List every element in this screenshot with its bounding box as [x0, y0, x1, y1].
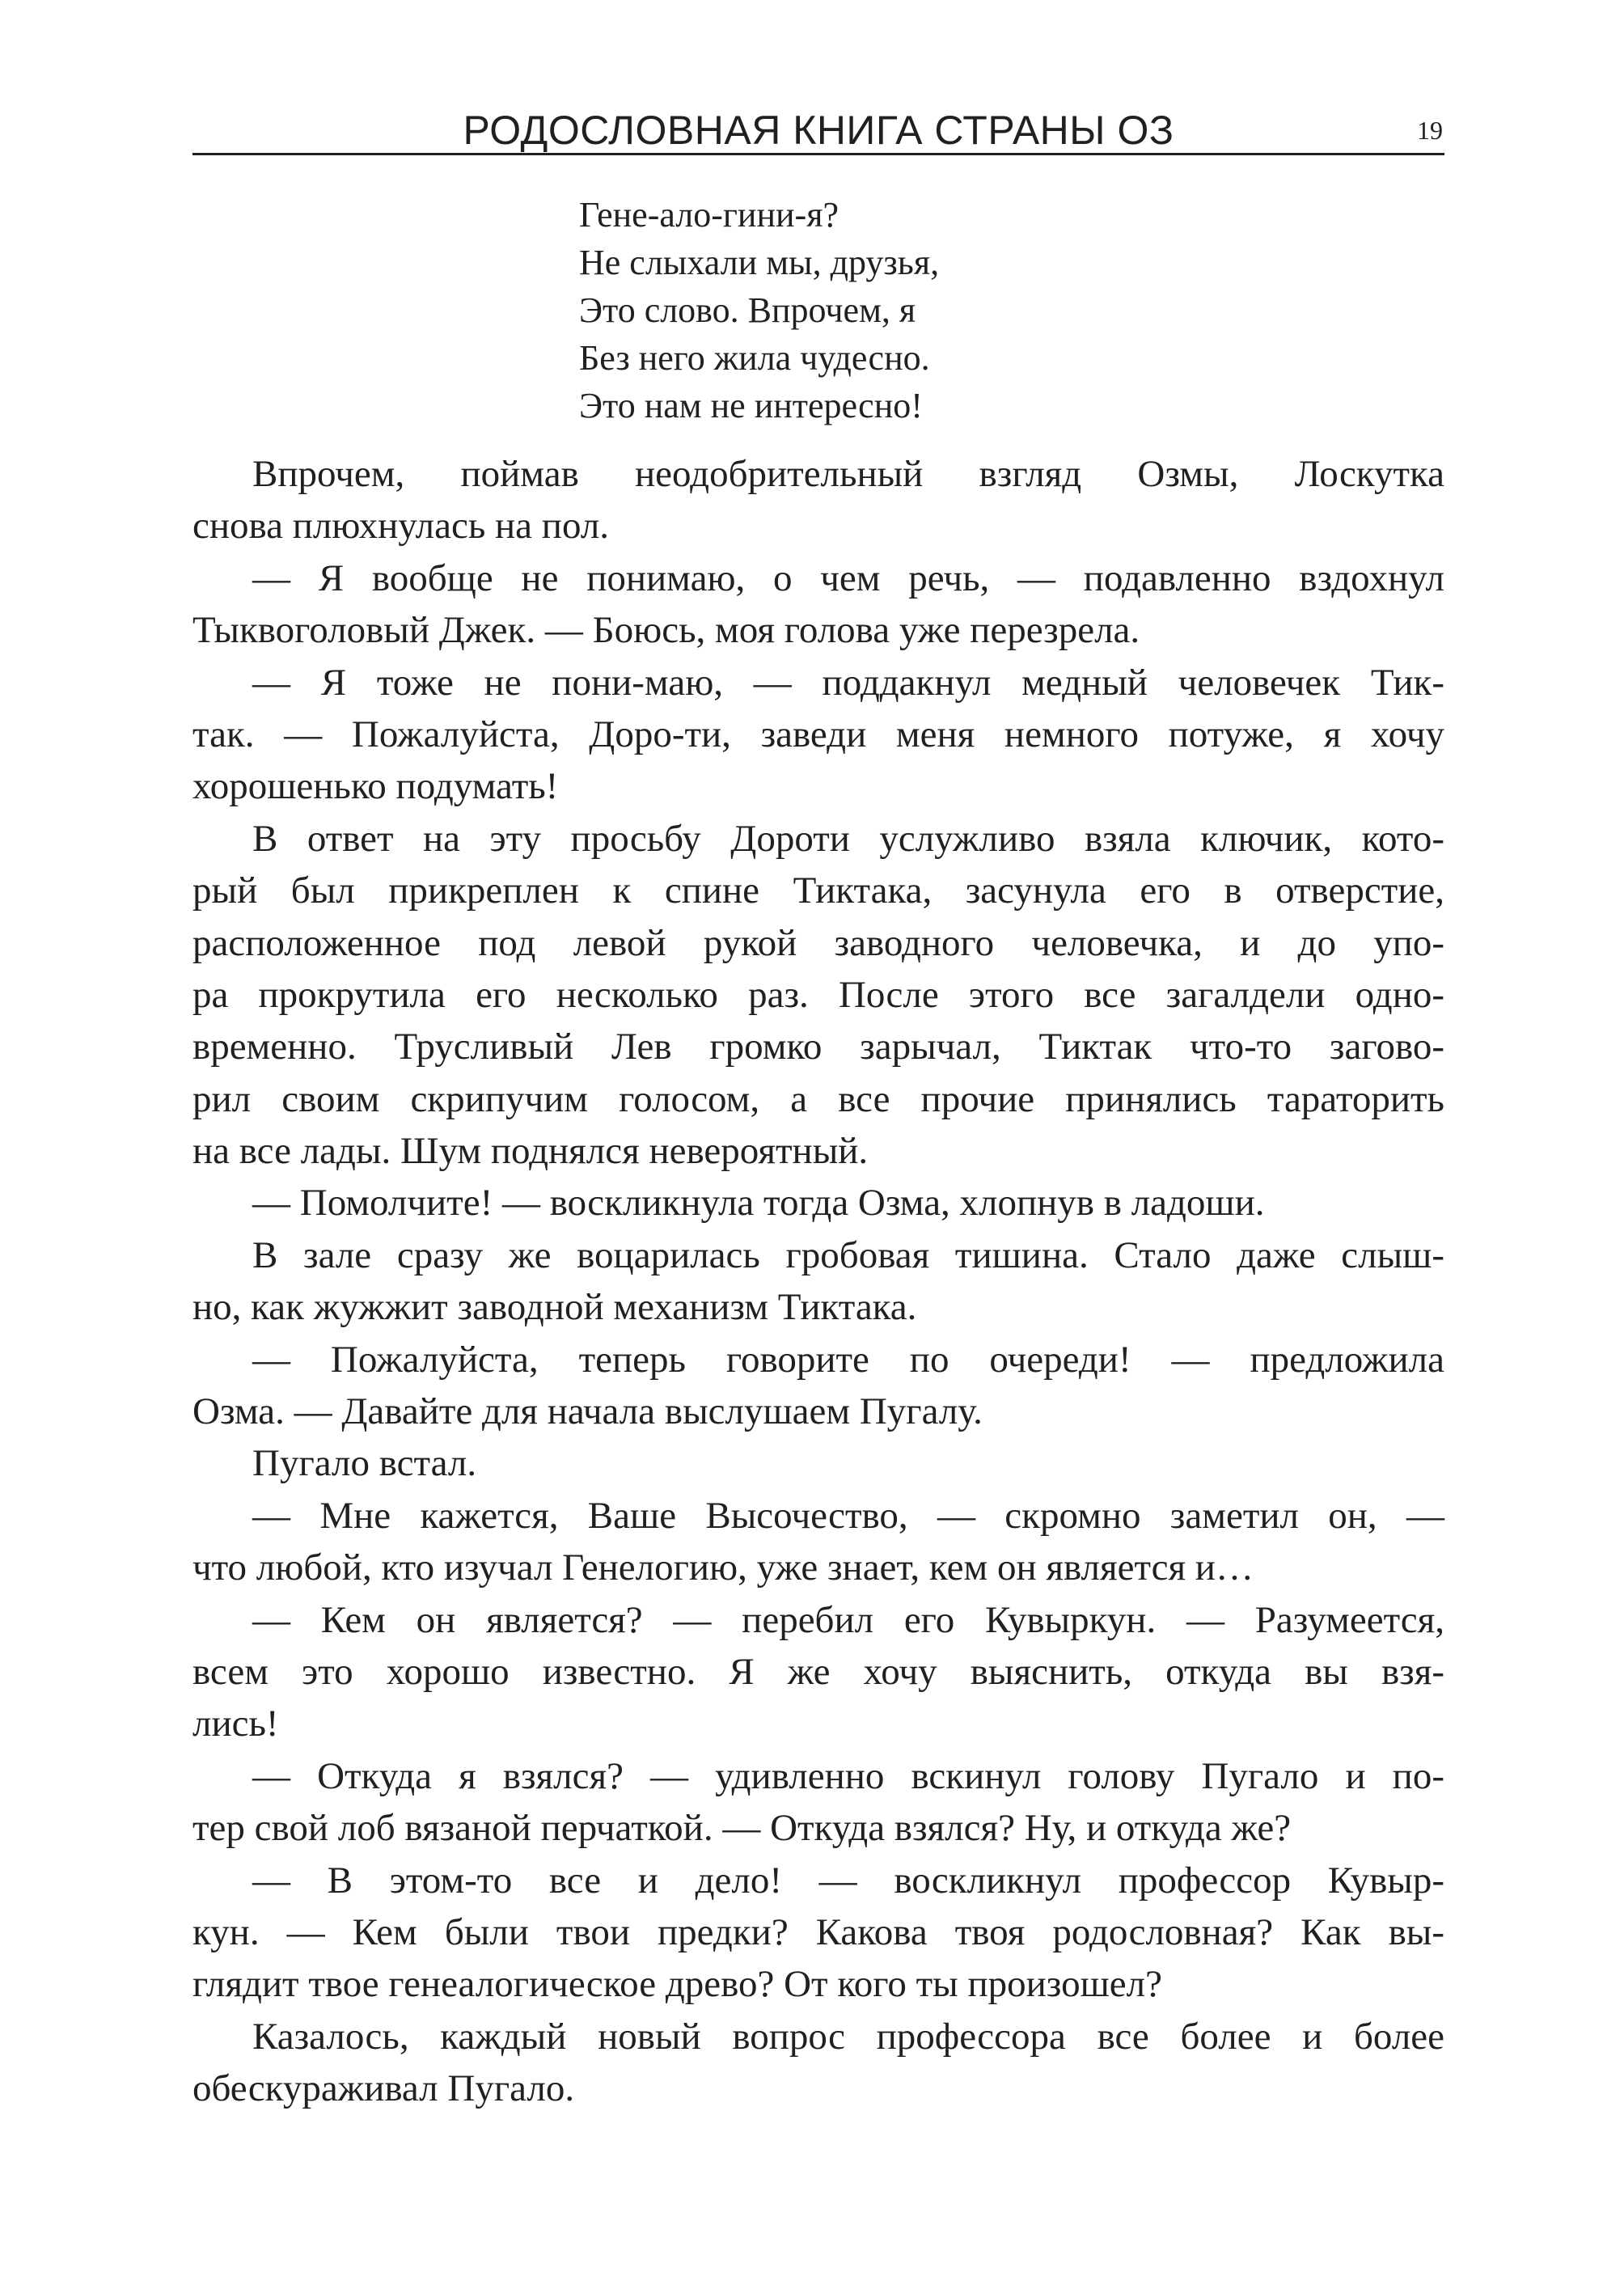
text-line: хорошенько подумать! [192, 765, 559, 808]
text-line: временно. Трусливый Лев громко зарычал, Тиктак что-то загово- [192, 1026, 1444, 1068]
text-line: ра прокрутила его несколько раз. После этого все загалдели одно- [192, 973, 1444, 1016]
text-line: всем это хорошо известно. Я же хочу выяснить, откуда вы взя- [192, 1650, 1444, 1693]
text-line: но, как жужжит заводной механизм Тиктака. [192, 1286, 917, 1329]
poem-line: Гене-ало-гини-я? [579, 195, 839, 235]
poem-line: Это слово. Впрочем, я [579, 290, 916, 330]
text-line: В зале сразу же воцарилась гробовая тишина. Стало даже слыш- [252, 1233, 1444, 1276]
text-line: — Я вообще не понимаю, о чем речь, — подавленно вздохнул [252, 556, 1444, 599]
text-line: так. — Пожалуйста, Доро-ти, заведи меня немного потуже, я хочу [192, 713, 1444, 755]
text-line: — Откуда я взялся? — удивленно вскинул голову Пугало и по- [252, 1754, 1444, 1797]
poem-line: Это нам не интересно! [579, 386, 923, 425]
text-line: обескураживал Пугало. [192, 2067, 575, 2110]
text-line: Впрочем, поймав неодобрительный взгляд Озмы, Лоскутка [252, 453, 1444, 495]
text-line: — Пожалуйста, теперь говорите по очереди! — предложила [252, 1338, 1444, 1381]
text-line: снова плюхнулась на пол. [192, 505, 610, 548]
text-line: Пугало встал. [252, 1442, 477, 1485]
poem-stanza [579, 191, 939, 429]
body-text [192, 448, 1444, 2115]
text-line: кун. — Кем были твои предки? Какова твоя родословная? Как вы- [192, 1910, 1444, 1953]
text-line: — Мне кажется, Ваше Высочество, — скромно заметил он, — [252, 1494, 1444, 1537]
text-line: на все лады. Шум поднялся невероятный. [192, 1130, 869, 1173]
text-line: Озма. — Давайте для начала выслушаем Пугалу. [192, 1390, 983, 1433]
text-line: — Я тоже не пони-маю, — поддакнул медный человечек Тик- [252, 661, 1444, 704]
text-line: Тыквоголовый Джек. — Боюсь, моя голова уже перезрела. [192, 609, 1140, 652]
poem-line: Не слыхали мы, друзья, [579, 243, 940, 282]
page-number: 19 [1417, 116, 1443, 145]
poem-line: Без него жила чудесно. [579, 338, 930, 378]
text-line: лись! [192, 1703, 279, 1745]
running-title: РОДОСЛОВНАЯ КНИГА СТРАНЫ ОЗ [463, 108, 1174, 153]
text-line: — Кем он является? — перебил его Кувыркун. — Разумеется, [252, 1598, 1444, 1641]
text-line: В ответ на эту просьбу Дороти услужливо взяла ключик, кото- [252, 817, 1444, 860]
text-line: что любой, кто изучал Генелогию, уже знает, кем он является и… [192, 1546, 1254, 1589]
text-line: — Помолчите! — воскликнула тогда Озма, хлопнув в ладоши. [252, 1182, 1265, 1225]
page-header [192, 108, 1444, 155]
text-line: рый был прикреплен к спине Тиктака, засунула его в отверстие, [192, 869, 1444, 912]
text-line: расположенное под левой рукой заводного человечка, и до упо- [192, 921, 1444, 964]
text-line: тер свой лоб вязаной перчаткой. — Откуда взялся? Ну, и откуда же? [192, 1807, 1292, 1850]
text-line: Казалось, каждый новый вопрос профессора все более и более [252, 2015, 1444, 2058]
text-line: рил своим скрипучим голосом, а все прочие принялись тараторить [192, 1077, 1444, 1120]
text-line: глядит твое генеалогическое древо? От кого ты произошел? [192, 1963, 1162, 2006]
text-line: — В этом-то все и дело! — воскликнул профессор Кувыр- [252, 1859, 1444, 1902]
